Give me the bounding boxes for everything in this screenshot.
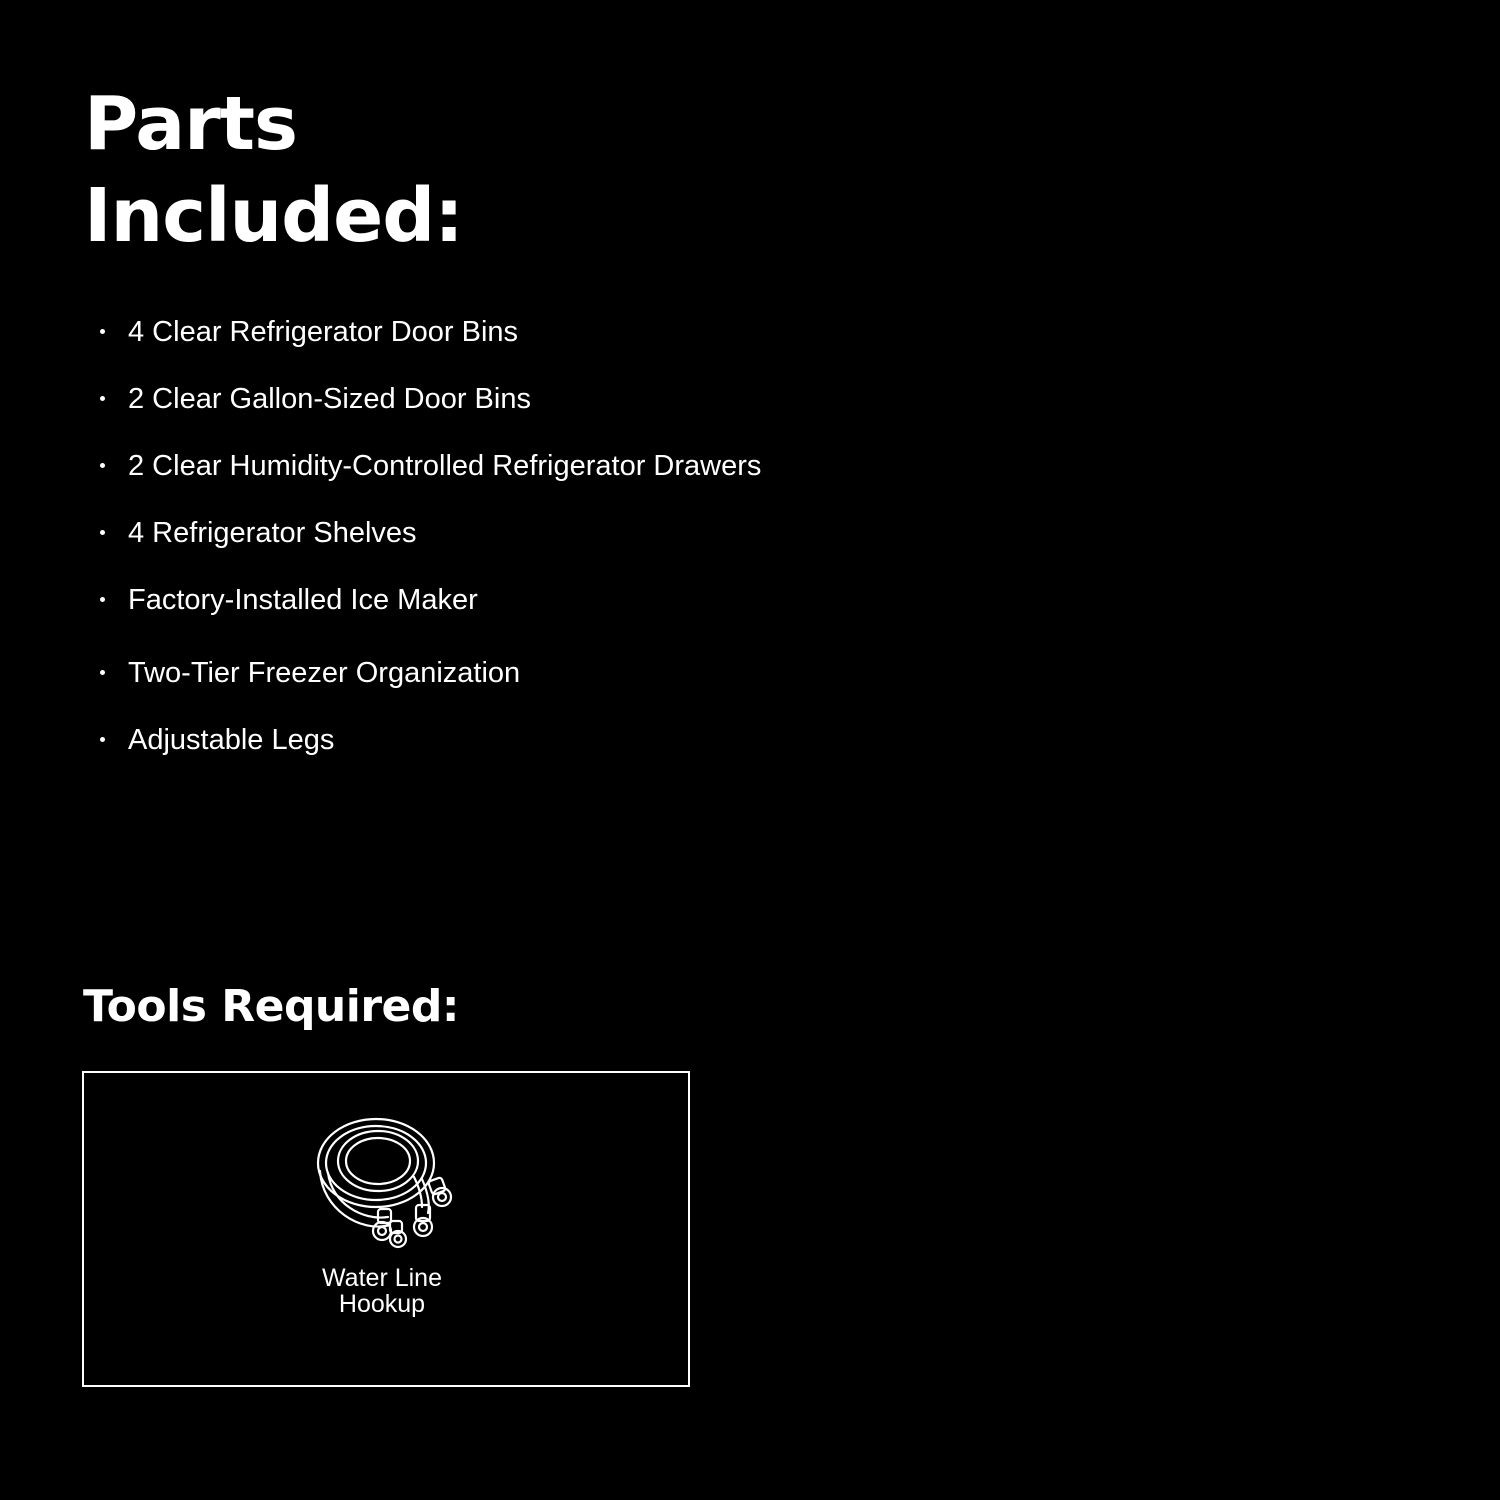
list-item <box>100 578 761 645</box>
part-label: 4 Clear Refrigerator Door Bins <box>128 316 519 348</box>
bullet-icon <box>100 597 105 602</box>
part-label: Factory-Installed Ice Maker <box>128 584 478 616</box>
part-label: 2 Clear Humidity-Controlled Refrigerator Drawers <box>128 450 762 482</box>
part-label: Two-Tier Freezer Organization <box>128 657 521 689</box>
bullet-icon <box>100 329 105 334</box>
parts-included-heading <box>84 78 463 262</box>
parts-list <box>100 310 761 785</box>
list-item <box>100 718 761 785</box>
list-item <box>100 511 761 578</box>
water-line-hose-icon <box>312 1113 456 1249</box>
heading-line-1: Parts <box>84 81 298 167</box>
part-label: 4 Refrigerator Shelves <box>128 517 417 549</box>
bullet-icon <box>100 737 105 742</box>
list-item <box>100 651 761 718</box>
list-item <box>100 377 761 444</box>
part-label: 2 Clear Gallon-Sized Door Bins <box>128 383 531 415</box>
tools-required-heading: Tools Required: <box>83 981 459 1032</box>
list-item <box>100 444 761 511</box>
bullet-icon <box>100 670 105 675</box>
tool-label-line-1: Water Line <box>322 1264 442 1292</box>
part-label: Adjustable Legs <box>128 724 335 756</box>
list-item <box>100 310 761 377</box>
tool-label-line-2: Hookup <box>338 1290 426 1318</box>
tool-label <box>84 1265 690 1317</box>
tool-card <box>82 1071 690 1387</box>
bullet-icon <box>100 463 105 468</box>
heading-line-2: Included: <box>84 173 463 259</box>
bullet-icon <box>100 396 105 401</box>
bullet-icon <box>100 530 105 535</box>
